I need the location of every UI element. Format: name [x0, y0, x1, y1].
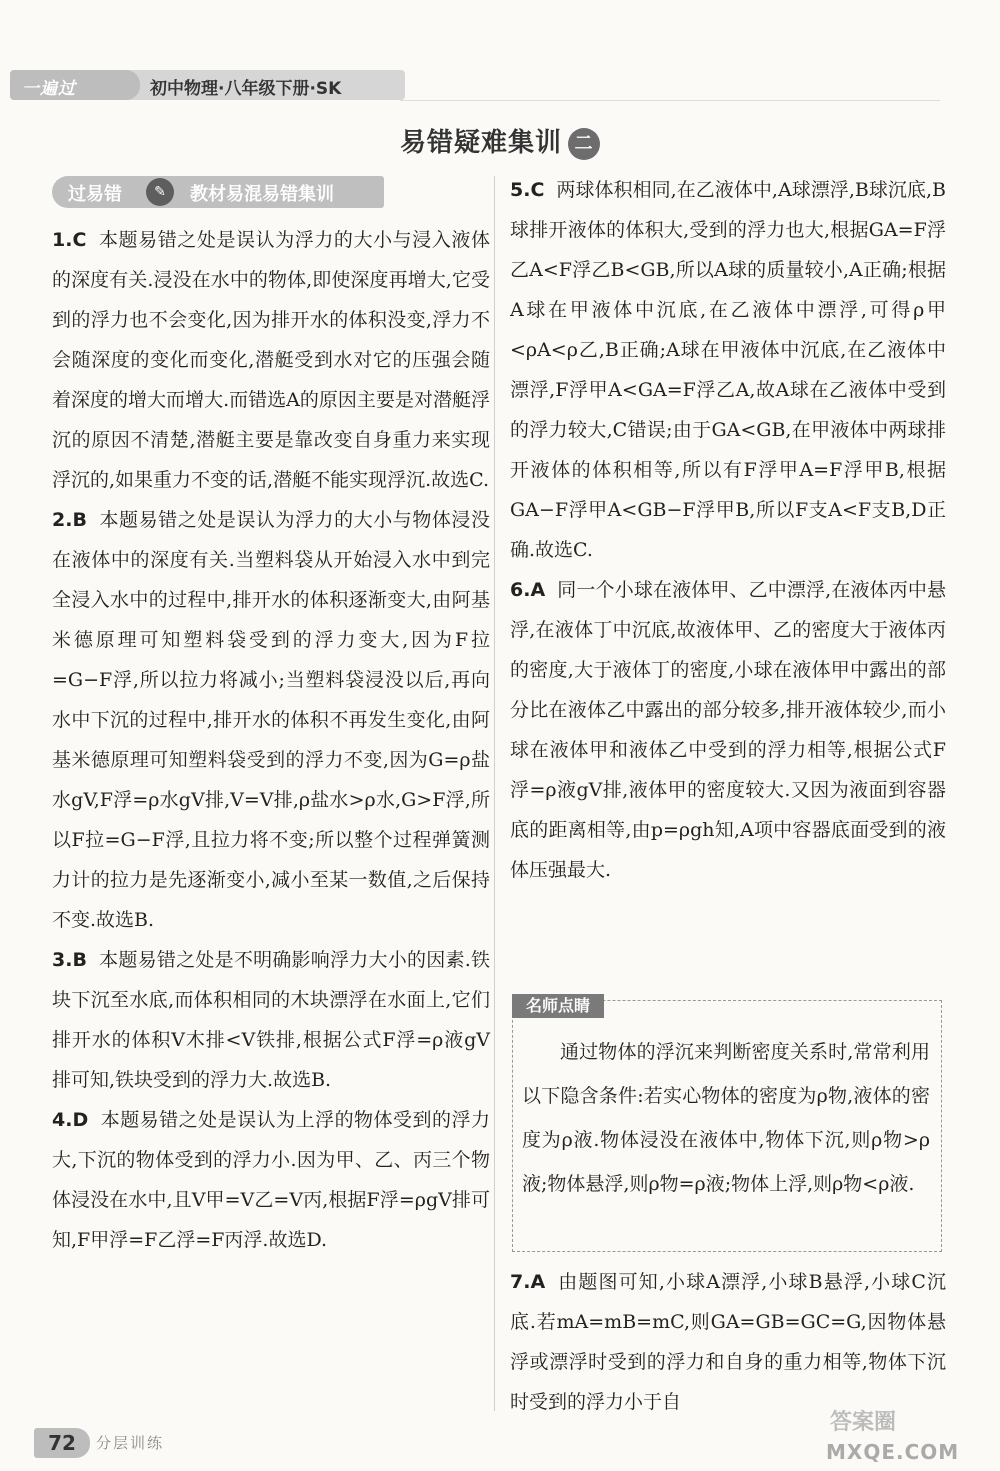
- answer-number: 1.C: [52, 229, 87, 251]
- answer-text: 本题易错之处是误认为浮力的大小与浸入液体的深度有关.浸没在水中的物体,即使深度再增大,它受到的浮力也不会变化,因为排开水的体积没变,浮力不会随深度的变化而变化,潜艇受到水对它的压强会随着深度的增大而增大.而错选A的原因主要是对潜艇浮沉的原因不清楚,潜艇主要是靠改变自身重力来实现浮沉的,如果重力不变的话,潜艇不能实现浮沉.故选C.: [52, 229, 490, 491]
- answer-number: 7.A: [510, 1271, 546, 1293]
- answer-number: 6.A: [510, 579, 546, 601]
- answer-number: 3.B: [52, 949, 87, 971]
- brand-text: 一遍过: [22, 79, 76, 99]
- answer-6: [510, 570, 946, 890]
- watermark-logo: 答案圈: [830, 1410, 897, 1435]
- brand-logo: [10, 70, 140, 100]
- right-column: [510, 170, 946, 890]
- watermark-url: MXQE.COM: [826, 1440, 960, 1464]
- answer-text: 本题易错之处是不明确影响浮力大小的因素.铁块下沉至水底,而体积相同的木块漂浮在水面上,它们排开水的体积V木排<V铁排,根据公式F浮=ρ液gV排可知,铁块受到的浮力大.故选B.: [52, 949, 490, 1091]
- page-title: [0, 122, 1000, 160]
- section-label-b: 教材易混易错集训: [190, 184, 334, 205]
- answer-number: 2.B: [52, 509, 87, 531]
- pencil-icon: ✎: [146, 178, 174, 206]
- answer-text: 本题易错之处是误认为浮力的大小与物体浸没在液体中的深度有关.当塑料袋从开始浸入水中到完全浸入水中的过程中,排开水的体积逐渐变大,由阿基米德原理可知塑料袋受到的浮力变大,因为F拉=G−F浮,所以拉力将减小;当塑料袋浸没以后,再向水中下沉的过程中,排开水的体积不再发生变化,由阿基米德原理可知塑料袋受到的浮力不变,因为G=ρ盐水gV,F浮=ρ水gV排,V=V排,ρ盐水>ρ水,G>F浮,所以F拉=G−F浮,且拉力将不变;所以整个过程弹簧测力计的拉力是先逐渐变小,减小至某一数值,之后保持不变.故选B.: [52, 509, 490, 931]
- column-divider: [494, 176, 495, 1411]
- answer-4: [52, 1100, 490, 1260]
- header-rule: [400, 100, 940, 101]
- answer-number: 5.C: [510, 179, 545, 201]
- page-title-text: 易错疑难集训: [399, 128, 562, 158]
- title-badge: 二: [568, 128, 600, 160]
- footer-label: 分层训练: [96, 1434, 165, 1452]
- answer-text: 本题易错之处是误认为上浮的物体受到的浮力大,下沉的物体受到的浮力小.因为甲、乙、丙三个物体浸没在水中,且V甲=V乙=V丙,根据F浮=ρgV排可知,F甲浮=F乙浮=F丙浮.故选D.: [52, 1109, 490, 1251]
- answer-7: [510, 1262, 946, 1422]
- page-number: 72: [34, 1428, 90, 1458]
- book-title: 初中物理·八年级下册·SK: [150, 79, 342, 99]
- tip-tag: 名师点睛: [512, 994, 604, 1018]
- answer-2: [52, 500, 490, 940]
- section-label-a: 过易错: [68, 184, 122, 205]
- left-column: [52, 220, 490, 1260]
- answer-1: [52, 220, 490, 500]
- answer-number: 4.D: [52, 1109, 89, 1131]
- right-column-bottom: [510, 1262, 946, 1422]
- answer-text: 由题图可知,小球A漂浮,小球B悬浮,小球C沉底.若mA=mB=mC,则GA=GB=GC=G,因物体悬浮或漂浮时受到的浮力和自身的重力相等,物体下沉时受到的浮力小于自: [510, 1271, 946, 1413]
- answer-text: 两球体积相同,在乙液体中,A球漂浮,B球沉底,B球排开液体的体积大,受到的浮力也大,根据GA=F浮乙A<F浮乙B<GB,所以A球的质量较小,A正确;根据A球在甲液体中沉底,在乙液体中漂浮,可得ρ甲<ρA<ρ乙,B正确;A球在甲液体中沉底,在乙液体中漂浮,F浮甲A<GA=F浮乙A,故A球在乙液体中受到的浮力较大,C错误;由于GA<GB,在甲液体中两球排开液体的体积相等,所以有F浮甲A=F浮甲B,根据GA−F浮甲A<GB−F浮甲B,所以F支A<F支B,D正确.故选C.: [510, 179, 946, 561]
- answer-text: 同一个小球在液体甲、乙中漂浮,在液体丙中悬浮,在液体丁中沉底,故液体甲、乙的密度大于液体丙的密度,大于液体丁的密度,小球在液体甲中露出的部分比在液体乙中露出的部分较多,排开液体较少,而小球在液体甲和液体乙中受到的浮力相等,根据公式F浮=ρ液gV排,液体甲的密度较大.又因为液面到容器底的距离相等,由p=ρgh知,A项中容器底面受到的液体压强最大.: [510, 579, 946, 881]
- answer-5: [510, 170, 946, 570]
- tip-text: 通过物体的浮沉来判断密度关系时,常常利用以下隐含条件:若实心物体的密度为ρ物,液体的密度为ρ液.物体浸没在液体中,物体下沉,则ρ物>ρ液;物体悬浮,则ρ物=ρ液;物体上浮,则ρ物<ρ液.: [522, 1041, 930, 1195]
- answer-3: [52, 940, 490, 1100]
